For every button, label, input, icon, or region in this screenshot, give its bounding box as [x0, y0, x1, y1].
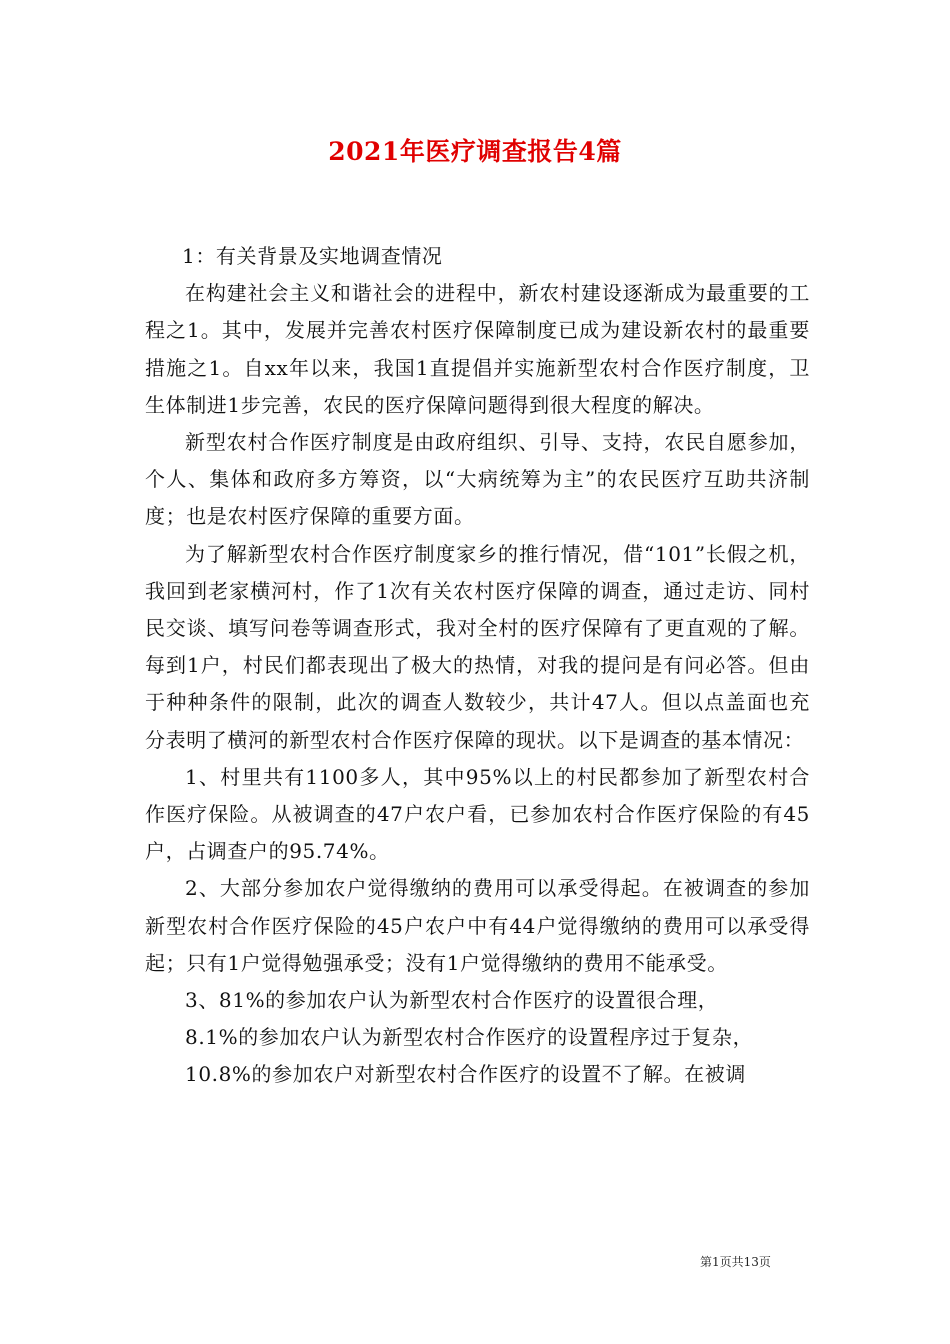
paragraph: 8.1%的参加农户认为新型农村合作医疗的设置程序过于复杂， [185, 1025, 754, 1050]
page-number: 第1页共13页 [700, 1255, 771, 1269]
document-title: 2021年医疗调查报告4篇 [328, 137, 622, 166]
document-body [145, 238, 810, 1094]
paragraph: 2、大部分参加农户觉得缴纳的费用可以承受得起。在被调查的参加新型农村合作医疗保险的45户农户中有44户觉得缴纳的费用可以承受得起；只有1户觉得勉强承受；没有1户觉得缴纳的费用不能承受。 [145, 876, 810, 975]
paragraph: 3、81%的参加农户认为新型农村合作医疗的设置很合理， [185, 988, 719, 1013]
paragraph: 新型农村合作医疗制度是由政府组织、引导、支持，农民自愿参加，个人、集体和政府多方筹资，以“大病统筹为主”的农民医疗互助共济制度；也是农村医疗保障的重要方面。 [145, 430, 810, 529]
paragraph: 为了解新型农村合作医疗制度家乡的推行情况，借“101”长假之机，我回到老家横河村，作了1次有关农村医疗保障的调查，通过走访、同村民交谈、填写问卷等调查形式，我对全村的医疗保障有了更直观的了解。每到1户，村民们都表现出了极大的热情，对我的提问是有问必答。但由于种种条件的限制，此次的调查人数较少，共计47人。但以点盖面也充分表明了横河的新型农村合作医疗保障的现状。以下是调查的基本情况： [145, 541, 810, 752]
paragraph: 在构建社会主义和谐社会的进程中，新农村建设逐渐成为最重要的工程之1。其中，发展并完善农村医疗保障制度已成为建设新农村的最重要措施之1。自xx年以来，我国1直提倡并实施新型农村合作医疗制度，卫生体制进1步完善，农民的医疗保障问题得到很大程度的解决。 [145, 281, 810, 417]
section-heading: 1：有关背景及实地调查情况 [182, 244, 443, 268]
paragraph: 10.8%的参加农户对新型农村合作医疗的设置不了解。在被调 [185, 1062, 746, 1087]
paragraph: 1、村里共有1100多人，其中95%以上的村民都参加了新型农村合作医疗保险。从被调查的47户农户看，已参加农村合作医疗保险的有45户，占调查户的95.74%。 [145, 764, 810, 864]
